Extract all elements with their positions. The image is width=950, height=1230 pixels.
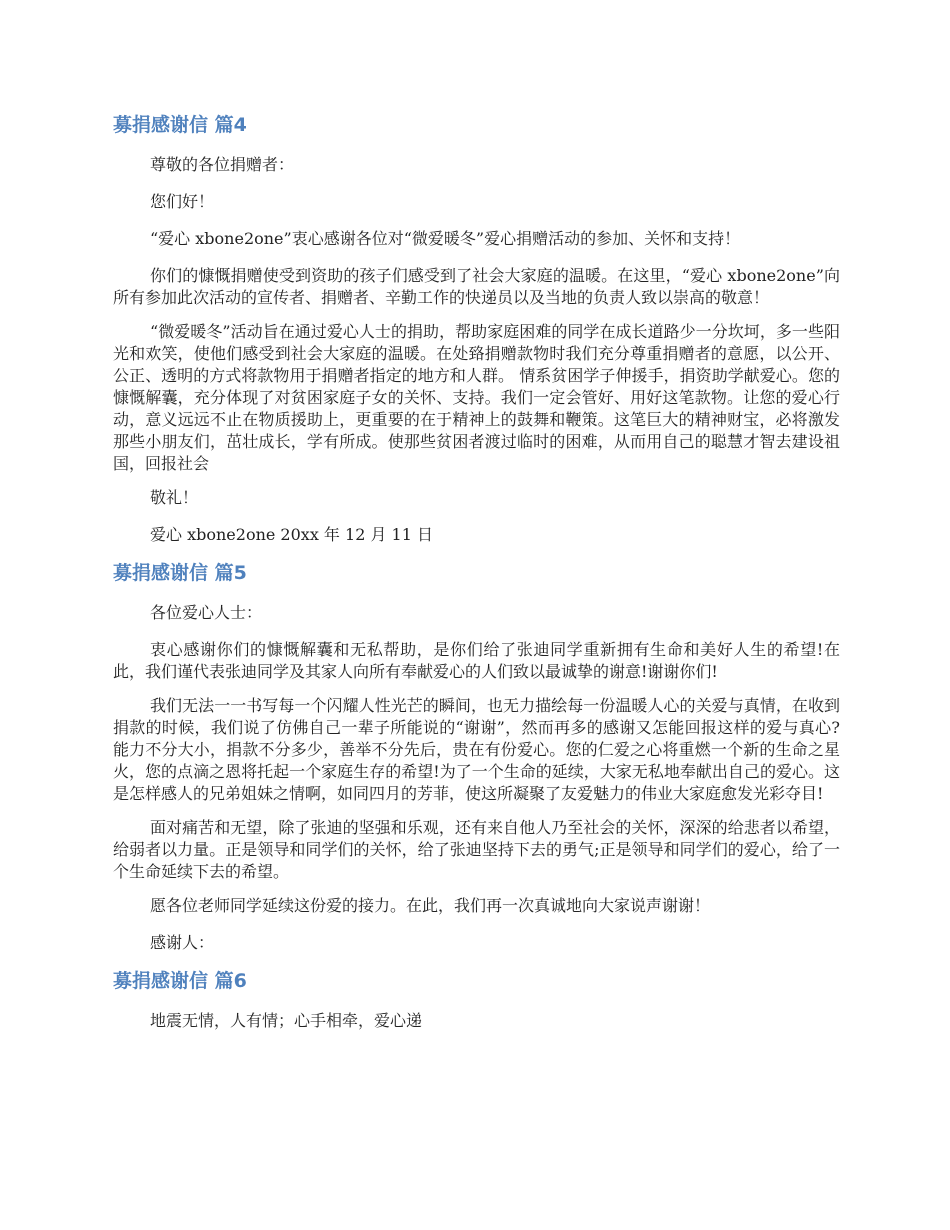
body-paragraph: “微爱暖冬”活动旨在通过爱心人士的捐助，帮助家庭困难的同学在成长道路少一分坎坷，多一些阳光和欢笑，使他们感受到社会大家庭的温暖。在处臵捐赠款物时我们充分尊重捐赠者的意愿，以公开、公正、透明的方式将款物用于捐赠者指定的地方和人群。 情系贫困学子伸援手，捐资助学献爱心。您的慷慨解囊，充分体现了对贫困家庭子女的关怀、支持。我们一定会管好、用好这笔款物。让您的爱心行动，意义远远不止在物质援助上，更重要的在于精神上的鼓舞和鞭策。这笔巨大的精神财宝，必将激发那些小朋友们，茁壮成长，学有所成。使那些贫困者渡过临时的困难，从而用自己的聪慧才智去建设祖国，回报社会	[113, 322, 840, 473]
letter-section-5	[113, 558, 840, 954]
body-paragraph: 愿各位老师同学延续这份爱的接力。在此，我们再一次真诚地向大家说声谢谢！	[150, 896, 711, 915]
greeting: 您们好！	[150, 192, 215, 211]
document-content	[113, 110, 840, 1044]
letter-section-6	[113, 966, 840, 1032]
body-paragraph: “爱心 xbone2one”衷心感谢各位对“微爱暖冬”爱心捐赠活动的参加、关怀和支持！	[150, 229, 741, 248]
signature-date: 爱心 xbone2one 20xx 年 12 月 11 日	[150, 525, 433, 544]
salutation: 尊敬的各位捐赠者：	[150, 155, 295, 174]
salutation: 各位爱心人士：	[150, 603, 263, 622]
letter-section-4	[113, 110, 840, 546]
body-paragraph: 面对痛苦和无望，除了张迪的坚强和乐观，还有来自他人乃至社会的关怀，深深的给悲者以希望，给弱者以力量。正是领导和同学们的关怀，给了张迪坚持下去的勇气;正是领导和同学们的爱心，给了一个生命延续下去的希望。	[113, 818, 840, 881]
section-heading: 募捐感谢信 篇4	[113, 114, 247, 136]
body-paragraph: 衷心感谢你们的慷慨解囊和无私帮助，是你们给了张迪同学重新拥有生命和美好人生的希望!在此，我们谨代表张迪同学及其家人向所有奉献爱心的人们致以最诚挚的谢意!谢谢你们!	[113, 640, 840, 681]
section-heading: 募捐感谢信 篇6	[113, 970, 247, 992]
closing: 敬礼！	[150, 488, 199, 507]
body-paragraph: 地震无情，人有情；心手相牵，爱心递	[150, 1011, 423, 1030]
body-paragraph: 我们无法一一书写每一个闪耀人性光芒的瞬间，也无力描绘每一份温暖人心的关爱与真情，在收到捐款的时候，我们说了仿佛自己一辈子所能说的“谢谢”，然而再多的感谢又怎能回报这样的爱与真心?能力不分大小，捐款不分多少，善举不分先后，贵在有份爱心。您的仁爱之心将重燃一个新的生命之星火，您的点滴之恩将托起一个家庭生存的希望!为了一个生命的延续，大家无私地奉献出自己的爱心。这是怎样感人的兄弟姐妹之情啊，如同四月的芳菲，使这所凝聚了友爱魅力的伟业大家庭愈发光彩夺目!	[113, 696, 840, 803]
body-paragraph: 你们的慷慨捐赠使受到资助的孩子们感受到了社会大家庭的温暖。在这里，“爱心 xbone2one”向所有参加此次活动的宣传者、捐赠者、辛勤工作的快递员以及当地的负责人致以崇高的敬意！	[113, 266, 840, 307]
section-heading: 募捐感谢信 篇5	[113, 562, 247, 584]
signature: 感谢人：	[150, 933, 215, 952]
